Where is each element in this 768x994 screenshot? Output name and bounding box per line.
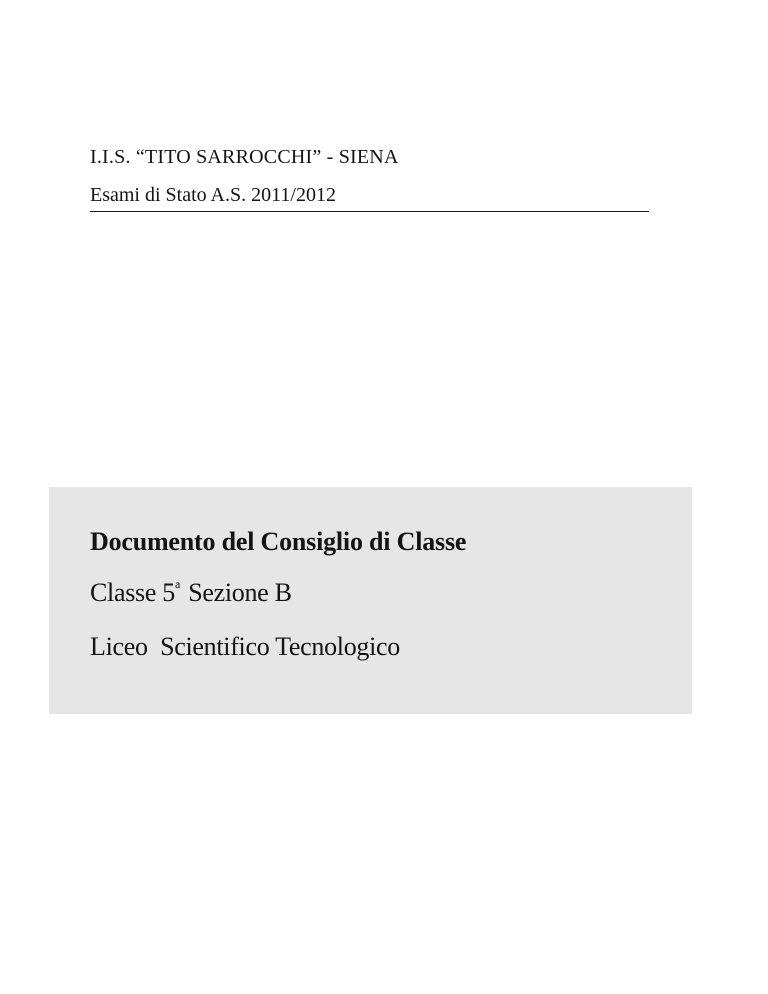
header-divider — [90, 211, 649, 212]
class-superscript: a — [174, 577, 181, 591]
title-box — [49, 487, 692, 714]
exam-year: Esami di Stato A.S. 2011/2012 — [90, 184, 336, 206]
school-name: I.I.S. “TITO SARROCCHI” - SIENA — [90, 146, 399, 168]
class-suffix: Sezione B — [182, 578, 292, 607]
course-name: Liceo Scientifico Tecnologico — [90, 632, 400, 661]
class-prefix: Classe 5 — [90, 578, 175, 607]
document-title: Documento del Consiglio di Classe — [90, 527, 467, 556]
class-section — [90, 578, 292, 608]
document-header — [90, 142, 650, 212]
